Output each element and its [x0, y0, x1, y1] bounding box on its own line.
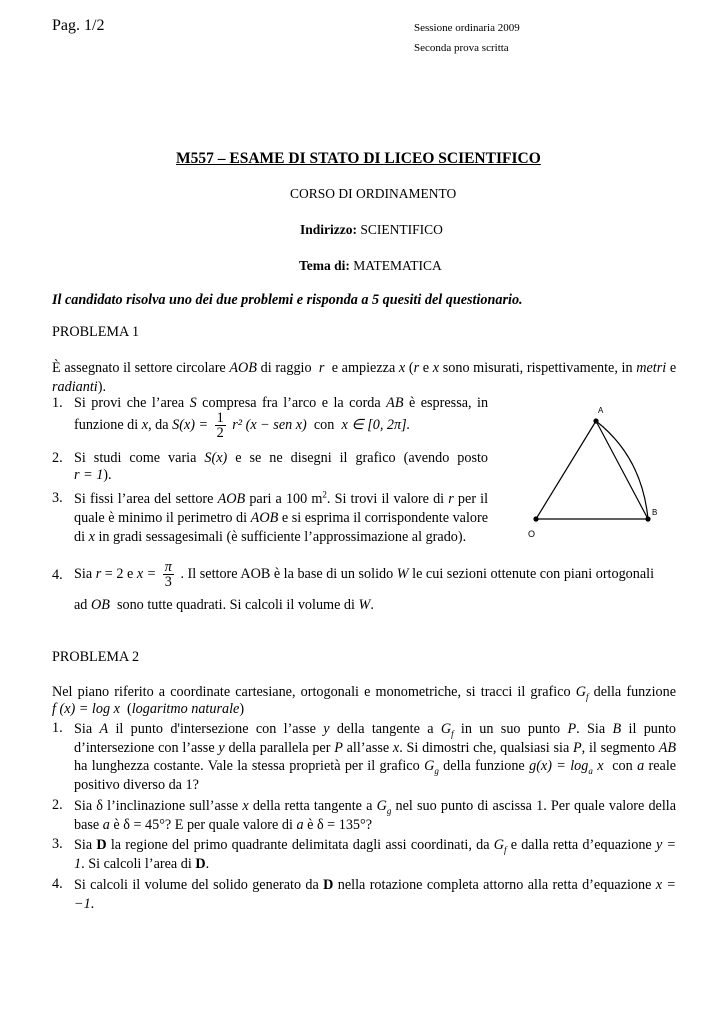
p2-q4-num: 4. — [52, 876, 63, 892]
address-label: Indirizzo: — [300, 222, 357, 237]
p2-q1-num: 1. — [52, 720, 63, 736]
p2-q3-text: Sia D la regione del primo quadrante delimitata dagli assi coordinati, da $G_f$ e dalla retta d’equazione y = 1. Si calcoli l’area di D. — [74, 837, 677, 872]
problem2-intro-line2: f (x) = log x (logaritmo naturale) — [52, 701, 245, 717]
problem2-heading: PROBLEMA 2 — [52, 649, 140, 665]
p1-q1-line2: funzione di x, da S(x) = $\frac{1}{2}$ r² (x − sen x) con x ∈ [0, 2π]. — [74, 410, 411, 441]
p1-q4-num: 4. — [52, 567, 63, 583]
p1-q2-line2: r = 1). — [74, 467, 112, 483]
p1-q4-line2: ad OB sono tutte quadrati. Si calcoli il volume di W. — [74, 597, 374, 613]
problem1-intro: È assegnato il settore circolare AOB di raggio r e ampiezza x (r e x sono misurati, rispettivamente, in metri e radianti). — [52, 360, 677, 395]
label-o: O — [528, 529, 536, 539]
instruction: Il candidato risolva uno dei due problemi e risponda a 5 quesiti del questionario. — [52, 292, 523, 308]
topic-line — [299, 258, 442, 274]
point-o — [533, 516, 538, 521]
problem1-heading: PROBLEMA 1 — [52, 324, 140, 340]
p1-q1-line1: Si provi che l’area S compresa fra l’arco e la corda AB è espressa, in — [74, 395, 489, 411]
p1-q1-num: 1. — [52, 395, 63, 411]
session-label: Sessione ordinaria 2009 — [414, 22, 520, 34]
p1-q3-text: Si fissi l’area del settore AOB pari a 100 $m^2$. Si trovi il valore di r per il quale è minimo il perimetro di AOB e si esprima il corrispondente valore di x in gradi sessagesimali (è sufficiente l’approssimazione al grado). — [74, 489, 489, 545]
p2-q2-num: 2. — [52, 797, 63, 813]
label-b: B — [652, 508, 658, 517]
p1-q2-num: 2. — [52, 450, 63, 466]
topic-label: Tema di: — [299, 258, 350, 273]
segment-oa — [536, 421, 596, 519]
chord-ab — [596, 421, 648, 519]
point-a — [593, 418, 598, 423]
problem2-intro-line1: Nel piano riferito a coordinate cartesiane, ortogonali e monometriche, si tracci il grafico $G_f$ della funzione — [52, 684, 677, 702]
address-value: SCIENTIFICO — [360, 222, 443, 237]
exam-title: M557 – ESAME DI STATO DI LICEO SCIENTIFICO — [176, 150, 541, 167]
p2-q2-text: Sia δ l’inclinazione sull’asse x della retta tangente a $G_g$ nel suo punto di ascissa 1. Per quale valore della base a è δ = 45°? E per quale valore di a è δ = 135°? — [74, 798, 677, 833]
p1-q3-num: 3. — [52, 490, 63, 506]
p2-q4-text: Si calcoli il volume del solido generato da D nella rotazione completa attorno alla retta d’equazione x = −1. — [74, 877, 677, 912]
test-label: Seconda prova scritta — [414, 42, 509, 54]
p2-q1-text: Sia A il punto d'intersezione con l’asse y della tangente a $G_f$ in un suo punto P. Sia B il punto d’intersezione con l’asse y della parallela per P all’asse x. Si dimostri che, qualsiasi sia P, il segmento AB ha lunghezza costante. Vale la stessa proprietà per il grafico $G_g$ della funzione $g(x) = \log_a x$ con a reale positivo diverso da 1? — [74, 721, 677, 793]
label-a: A — [598, 406, 604, 415]
p1-q4-line1: Sia r = 2 e x = $\frac{\pi}{3}$ . Il settore AOB è la base di un solido W le cui sezioni ottenute con piani ortogonali — [74, 559, 655, 590]
p1-q2-line1: Si studi come varia S(x) e se ne disegni il grafico (avendo posto — [74, 450, 489, 466]
page-number: Pag. 1/2 — [52, 17, 105, 34]
point-b — [645, 516, 650, 521]
sector-figure — [520, 405, 670, 540]
course-label: CORSO DI ORDINAMENTO — [290, 186, 457, 201]
address-line — [300, 222, 443, 238]
topic-value: MATEMATICA — [353, 258, 442, 273]
p2-q3-num: 3. — [52, 836, 63, 852]
